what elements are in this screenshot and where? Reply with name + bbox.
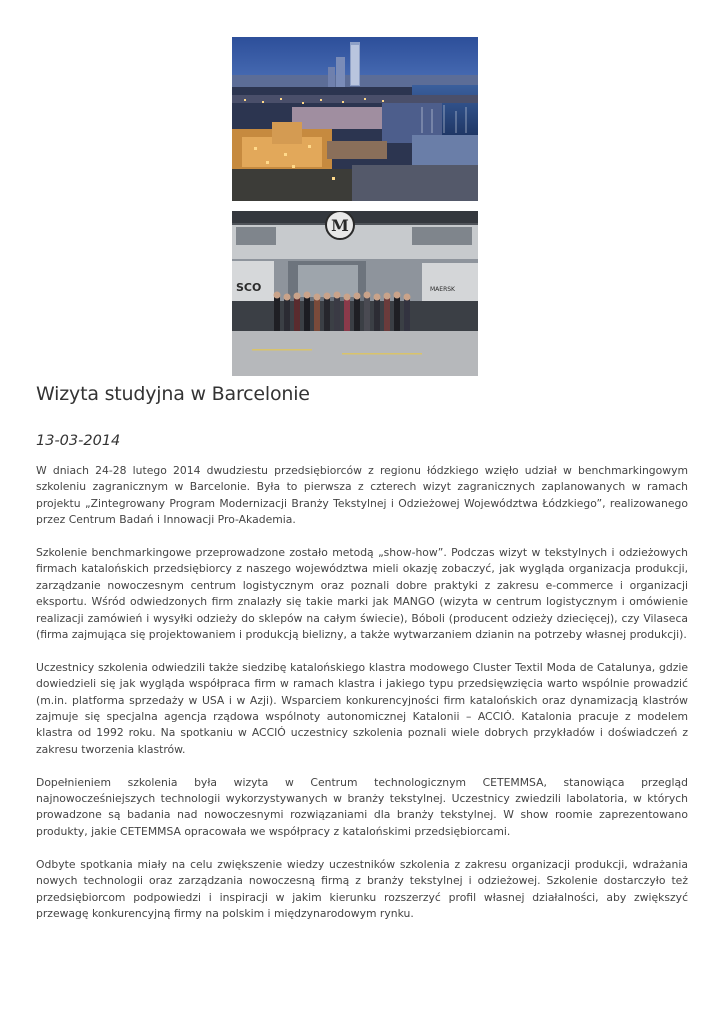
barcelona-night-photo	[232, 37, 478, 201]
article-title: Wizyta studyjna w Barcelonie	[36, 383, 310, 405]
article-paragraph: Dopełnieniem szkolenia była wizyta w Centrum technologicznym CETEMMSA, stanowiąca przegląd najnowocześniejszych technologii wykorzystywanych w branży tekstylnej. Uczestnicy zwiedzili labolatoria, w których prowadzone są badania nad nowoczesnymi rozwiązaniami dla branży tekstylnej. W show roomie zaprezentowano produkty, jakie CETEMMSA opracowała we współpracy z katalońskimi przedsiębiorcami.	[36, 775, 688, 838]
article-paragraph: Uczestnicy szkolenia odwiedzili także siedzibę katalońskiego klastra modowego Cluster Textil Moda de Catalunya, gdzie dowiedzieli się jak wygląda współpraca firm w ramach klastra i jakiego typu przedsięwzięcia warto wspólnie prowadzić (m.in. platforma sprzedaży w USA i w Azji). Wsparciem konkurencyjności firm katalońskich oraz dynamizacją klastrów zajmuje się specjalna agencja rządowa wspólnoty autonomicznej Katalonii – ACCIÓ. Katalonia pracuje z modelem klastra od 1992 roku. Na spotkaniu w ACCIÓ uczestnicy szkolenia poznali wiele dobrych przykładów i doświadczeń z zakresu tworzenia klastrów.	[36, 660, 688, 756]
article-paragraph: W dniach 24-28 lutego 2014 dwudziestu przedsiębiorców z regionu łódzkiego wzięło udział w benchmarkingowym szkoleniu zagranicznym w Barcelonie. Była to pierwsza z czterech wizyt zagranicznych zaplanowanych w ramach projektu „Zintegrowany Program Modernizacji Branży Tekstylnej i Odzieżowej Województwa Łódzkiego”, realizowanego przez Centrum Badań i Innowacji Pro-Akademia.	[36, 464, 688, 527]
article-paragraph: Szkolenie benchmarkingowe przeprowadzone zostało metodą „show-how”. Podczas wizyt w tekstylnych i odzieżowych firmach katalońskich przedsiębiorcy z naszego województwa mieli okazję zobaczyć, jak wygląda organizacja produkcji, zarządzanie nowoczesnym centrum logistycznym oraz poznali dobre praktyki z zakresu e-commerce i organizacji eksportu. Wśród odwiedzonych firm znalazły się takie marki jak MANGO (wizyta w centrum logistycznym i omówienie realizacji zamówień i wysyłki odzieży do sklepów na całym świecie), Bóboli (producent odzieży dziecięcej), czy Vilaseca (firma zajmująca się projektowaniem i produkcją bielizny, a także wytwarzaniem dzianin na potrzeby własnej produkcji).	[36, 546, 688, 642]
sign-maersk: MAERSK	[430, 286, 455, 293]
group-photo-mango-center	[232, 211, 478, 376]
article-paragraph: Odbyte spotkania miały na celu zwiększenie wiedzy uczestników szkolenia z zakresu organizacji produkcji, wdrażania nowych technologii oraz zarządzania nowoczesną firmą z branży tekstylnej i odzieżowej. Szkolenie dostarczyło też przedsiębiorcom podpowiedzi i inspiracji w jakim kierunku rozszerzyć profil własnej działalności, aby zwiększyć przewagę konkurencyjną firmy na polskim i międzynarodowym rynku.	[36, 857, 688, 920]
logo-letter: M	[331, 216, 349, 235]
article-date: 13-03-2014	[36, 433, 121, 449]
article-body	[36, 463, 688, 939]
sign-sco: SCO	[236, 281, 262, 294]
